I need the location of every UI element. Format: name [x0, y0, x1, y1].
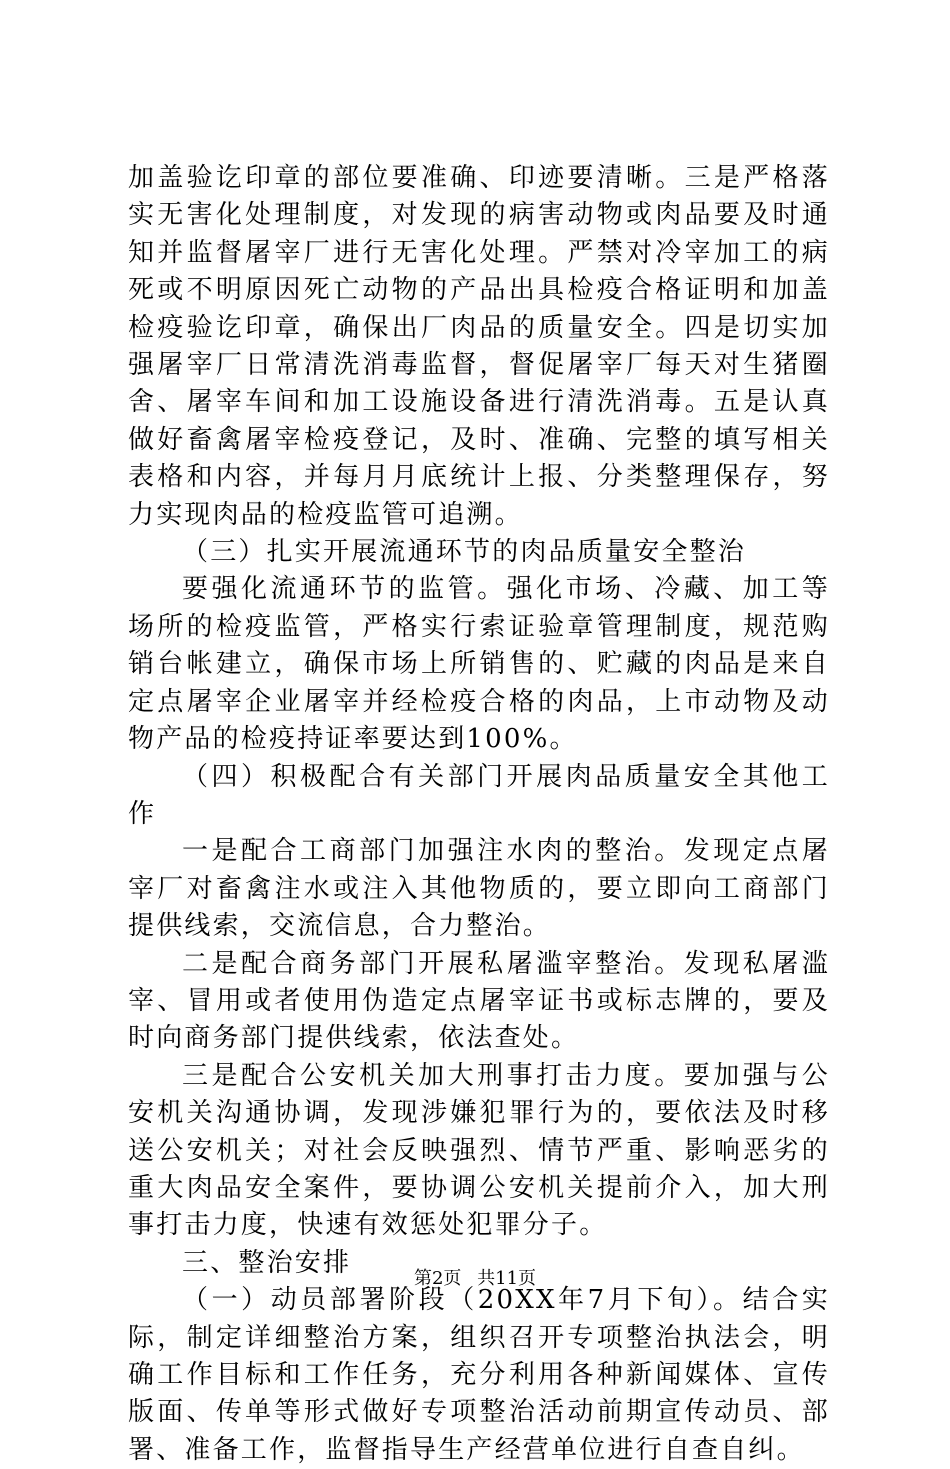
paragraph-circulation: 要强化流通环节的监管。强化市场、冷藏、加工等场所的检疫监管，严格实行索证验章管理制度，规范购销台帐建立，确保市场上所销售的、贮藏的肉品是来自定点屠宰企业屠宰并经检疫合格的肉品，上市动物及动物产品的检疫持证率要达到100%。 [128, 574, 830, 755]
paragraph-industry-commerce: 一是配合工商部门加强注水肉的整治。发现定点屠宰厂对畜禽注水或注入其他物质的，要立即向工商部门提供线索，交流信息，合力整治。 [128, 836, 830, 942]
paragraph-continuation: 加盖验讫印章的部位要准确、印迹要清晰。三是严格落实无害化处理制度，对发现的病害动物或肉品要及时通知并监督屠宰厂进行无害化处理。严禁对冷宰加工的病死或不明原因死亡动物的产品出具检疫合格证明和加盖检疫验讫印章，确保出厂肉品的质量安全。四是切实加强屠宰厂日常清洗消毒监督，督促屠宰厂每天对生猪圈舍、屠宰车间和加工设施设备进行清洗消毒。五是认真做好畜禽屠宰检疫登记，及时、准确、完整的填写相关表格和内容，并每月月底统计上报、分类整理保存，努力实现肉品的检疫监管可追溯。 [128, 163, 830, 530]
paragraph-mobilization-stage: （一）动员部署阶段（20XX年7月下旬）。结合实际，制定详细整治方案，组织召开专项整治执法会，明确工作目标和工作任务，充分利用各种新闻媒体、宣传版面、传单等形式做好专项整治活动前期宣传动员、部署、准备工作，监督指导生产经营单位进行自查自纠。 [128, 1285, 830, 1465]
paragraph-commerce-dept: 二是配合商务部门开展私屠滥宰整治。发现私屠滥宰、冒用或者使用伪造定点屠宰证书或标志牌的，要及时向商务部门提供线索，依法查处。 [128, 948, 830, 1054]
page-number: 第2页 [413, 1268, 462, 1289]
page-footer [0, 1264, 950, 1290]
page-total: 共11页 [477, 1268, 537, 1289]
section-heading-4: （四）积极配合有关部门开展肉品质量安全其他工作 [128, 761, 830, 829]
paragraph-public-security: 三是配合公安机关加大刑事打击力度。要加强与公安机关沟通协调，发现涉嫌犯罪行为的，要依法及时移送公安机关；对社会反映强烈、情节严重、影响恶劣的重大肉品安全案件，要协调公安机关提前介入，加大刑事打击力度，快速有效惩处犯罪分子。 [128, 1060, 830, 1241]
section-heading-arrangement: 三、整治安排 [182, 1247, 352, 1278]
section-heading-3: （三）扎实开展流通环节的肉品质量安全整治 [182, 537, 747, 568]
